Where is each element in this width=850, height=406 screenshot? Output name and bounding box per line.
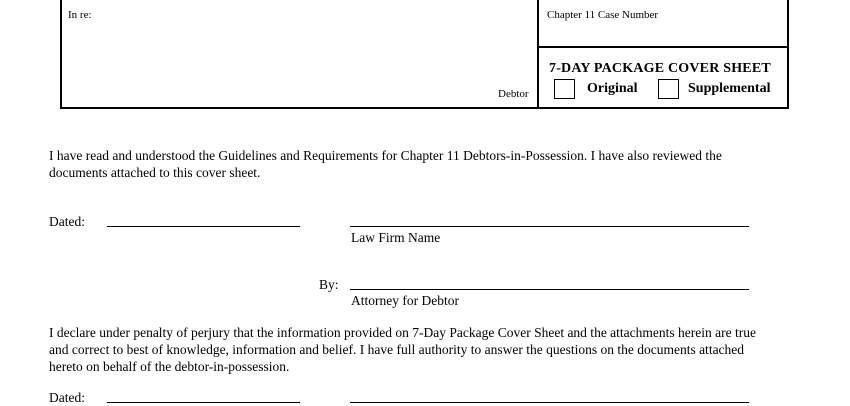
debtor-label: Debtor bbox=[498, 88, 529, 100]
dated-label-2: Dated: bbox=[49, 390, 85, 405]
supplemental-label: Supplemental bbox=[688, 81, 771, 96]
in-re-label: In re: bbox=[68, 9, 92, 21]
dated-label: Dated: bbox=[49, 214, 85, 229]
review-statement-line: documents attached to this cover sheet. bbox=[49, 165, 261, 180]
case-number-field[interactable] bbox=[547, 25, 779, 43]
declaration-line: hereto on behalf of the debtor-in-possession. bbox=[49, 359, 290, 374]
law-firm-label: Law Firm Name bbox=[351, 230, 441, 245]
review-statement bbox=[49, 147, 722, 181]
dated-line-2[interactable] bbox=[107, 402, 300, 403]
declaration-line: and correct to best of knowledge, information and belief. I have full authority to answer the questions on the documents attached bbox=[49, 342, 745, 357]
in-re-field[interactable] bbox=[68, 26, 528, 86]
perjury-declaration bbox=[49, 324, 756, 375]
attorney-label: Attorney for Debtor bbox=[351, 293, 459, 308]
original-label: Original bbox=[587, 81, 638, 96]
by-label: By: bbox=[319, 277, 339, 292]
law-firm-line[interactable] bbox=[350, 226, 749, 227]
supplemental-checkbox[interactable] bbox=[658, 79, 679, 99]
dated-line[interactable] bbox=[107, 226, 300, 227]
header-vertical-divider bbox=[537, 0, 539, 109]
attorney-signature-line[interactable] bbox=[350, 289, 749, 290]
cover-sheet-title: 7-DAY PACKAGE COVER SHEET bbox=[549, 61, 771, 76]
case-number-label: Chapter 11 Case Number bbox=[547, 9, 659, 21]
review-statement-line: I have read and understood the Guidelines and Requirements for Chapter 11 Debtors-in-Possession. I have also reviewed the bbox=[49, 148, 722, 163]
original-checkbox[interactable] bbox=[554, 79, 575, 99]
header-horizontal-divider bbox=[537, 46, 789, 48]
debtor-signature-line[interactable] bbox=[350, 402, 749, 403]
declaration-line: I declare under penalty of perjury that the information provided on 7-Day Package Cover Sheet and the attachments herein are true bbox=[49, 325, 756, 340]
